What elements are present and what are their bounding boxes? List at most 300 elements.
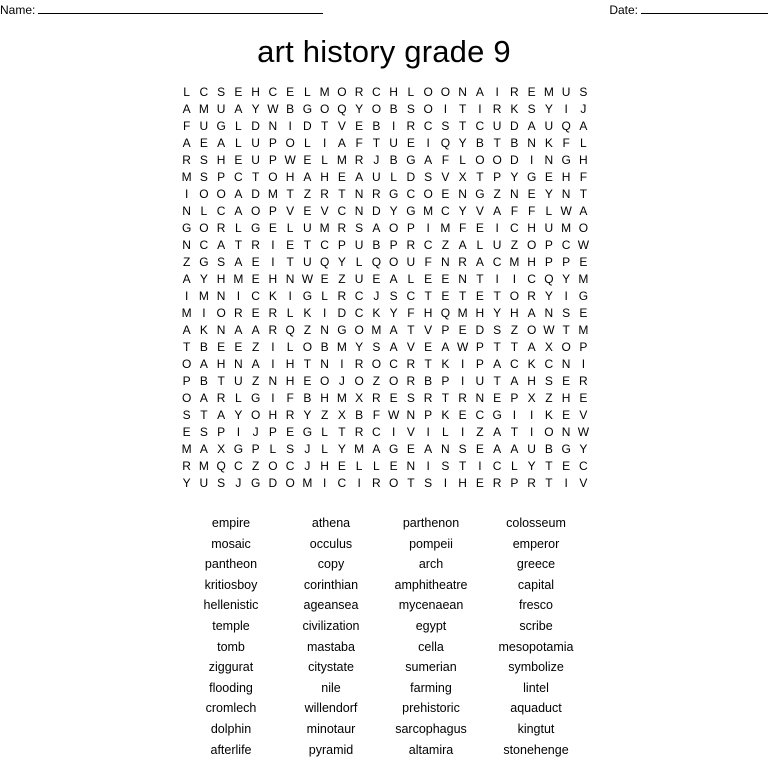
grid-letter[interactable]: E [303,153,312,167]
grid-letter[interactable]: V [286,204,295,218]
grid-letter[interactable]: L [304,85,311,99]
grid-letter[interactable]: L [235,221,242,235]
grid-letter[interactable]: I [443,102,448,116]
grid-letter[interactable]: N [216,323,226,337]
grid-letter[interactable]: M [543,85,554,99]
grid-letter[interactable]: Z [441,238,450,252]
grid-letter[interactable]: F [372,408,381,422]
grid-letter[interactable]: B [424,374,433,388]
grid-letter[interactable]: G [199,255,209,269]
grid-letter[interactable]: N [527,136,536,150]
grid-letter[interactable]: R [354,357,364,371]
grid-letter[interactable]: C [199,238,209,252]
grid-letter[interactable]: M [198,289,209,303]
grid-letter[interactable]: A [424,442,433,456]
grid-letter[interactable]: S [527,102,536,116]
grid-letter[interactable]: G [561,442,571,456]
grid-letter[interactable]: G [388,442,399,456]
grid-letter[interactable]: F [510,204,519,218]
grid-letter[interactable]: R [251,238,260,252]
grid-letter[interactable]: C [492,459,502,473]
grid-letter[interactable]: T [545,459,553,473]
grid-letter[interactable]: R [423,391,433,405]
grid-letter[interactable]: I [322,136,327,150]
grid-letter[interactable]: Y [544,187,553,201]
grid-letter[interactable]: U [544,119,554,133]
grid-letter[interactable]: U [251,136,260,150]
grid-letter[interactable]: I [391,119,396,133]
grid-letter[interactable]: S [544,374,553,388]
grid-letter[interactable]: A [441,340,450,354]
grid-letter[interactable]: D [303,119,312,133]
grid-letter[interactable]: H [579,153,588,167]
grid-letter[interactable]: O [475,153,485,167]
grid-letter[interactable]: T [338,425,346,439]
grid-letter[interactable]: F [527,204,536,218]
grid-letter[interactable]: R [234,306,243,320]
grid-letter[interactable]: O [526,323,537,337]
grid-letter[interactable]: R [320,187,329,201]
grid-letter[interactable]: S [424,476,433,490]
grid-letter[interactable]: G [475,187,485,201]
grid-letter[interactable]: T [407,476,415,490]
grid-letter[interactable]: I [288,289,292,303]
grid-letter[interactable]: X [458,170,467,184]
grid-letter[interactable]: R [337,289,347,303]
grid-letter[interactable]: J [338,374,345,388]
grid-letter[interactable]: U [372,170,381,184]
grid-letter[interactable]: W [284,153,296,167]
grid-letter[interactable]: J [580,102,587,116]
grid-letter[interactable]: O [181,391,192,405]
grid-letter[interactable]: M [267,187,278,201]
grid-letter[interactable]: A [182,323,191,337]
grid-letter[interactable]: I [460,357,465,371]
grid-letter[interactable]: T [251,170,260,184]
grid-letter[interactable]: Y [389,204,398,218]
grid-letter[interactable]: M [198,459,209,473]
grid-letter[interactable]: I [271,340,275,354]
grid-letter[interactable]: Q [337,102,347,116]
grid-letter[interactable]: C [406,187,416,201]
grid-letter[interactable]: A [199,357,208,371]
grid-letter[interactable]: M [181,442,192,456]
grid-letter[interactable]: C [216,204,226,218]
grid-letter[interactable]: I [340,357,344,371]
grid-letter[interactable]: T [320,119,329,133]
grid-letter[interactable]: N [441,442,450,456]
grid-letter[interactable]: Q [440,306,451,320]
grid-letter[interactable]: Y [303,408,312,422]
grid-letter[interactable]: H [527,221,536,235]
grid-letter[interactable]: R [492,102,502,116]
grid-letter[interactable]: Z [338,272,346,286]
grid-letter[interactable]: V [441,170,450,184]
grid-letter[interactable]: I [581,357,586,371]
grid-letter[interactable]: U [234,374,243,388]
grid-letter[interactable]: A [199,442,208,456]
grid-letter[interactable]: T [510,425,519,439]
grid-letter[interactable]: O [526,238,537,252]
grid-letter[interactable]: W [301,272,314,286]
grid-letter[interactable]: S [406,391,415,405]
grid-letter[interactable]: S [217,476,226,490]
grid-letter[interactable]: H [268,408,278,422]
grid-letter[interactable]: C [423,238,433,252]
grid-letter[interactable]: S [217,255,226,269]
grid-letter[interactable]: Z [251,459,260,473]
grid-letter[interactable]: P [475,357,484,371]
grid-letter[interactable]: P [424,408,433,422]
grid-letter[interactable]: T [458,289,467,303]
grid-letter[interactable]: F [562,136,570,150]
grid-letter[interactable]: C [423,119,433,133]
grid-letter[interactable]: C [354,306,364,320]
grid-letter[interactable]: E [286,425,295,439]
grid-letter[interactable]: K [510,102,519,116]
grid-letter[interactable]: A [182,136,191,150]
grid-letter[interactable]: M [371,323,382,337]
grid-letter[interactable]: R [216,221,226,235]
grid-letter[interactable]: M [233,272,244,286]
grid-letter[interactable]: E [562,374,571,388]
grid-letter[interactable]: T [441,391,450,405]
grid-letter[interactable]: U [199,119,209,133]
grid-letter[interactable]: Q [285,323,295,337]
grid-letter[interactable]: V [320,204,329,218]
grid-letter[interactable]: N [234,357,243,371]
grid-letter[interactable]: I [271,255,275,269]
grid-letter[interactable]: Y [251,102,260,116]
grid-letter[interactable]: P [217,425,226,439]
grid-letter[interactable]: A [510,374,519,388]
grid-letter[interactable]: X [355,391,364,405]
grid-letter[interactable]: Y [337,255,346,269]
grid-letter[interactable]: R [579,374,588,388]
grid-letter[interactable]: U [199,476,209,490]
grid-letter[interactable]: E [355,119,364,133]
grid-letter[interactable]: W [543,323,555,337]
grid-letter[interactable]: E [337,170,346,184]
grid-letter[interactable]: L [407,272,415,286]
grid-letter[interactable]: T [493,289,501,303]
grid-letter[interactable]: I [512,272,517,286]
grid-letter[interactable]: R [182,459,191,473]
grid-letter[interactable]: O [216,306,226,320]
grid-letter[interactable]: C [510,221,519,235]
grid-letter[interactable]: D [251,119,260,133]
grid-letter[interactable]: S [199,170,208,184]
grid-letter[interactable]: E [303,204,312,218]
grid-letter[interactable]: V [337,119,346,133]
grid-letter[interactable]: L [286,340,294,354]
grid-letter[interactable]: A [182,272,191,286]
grid-letter[interactable]: O [354,323,364,337]
grid-letter[interactable]: Q [544,272,554,286]
grid-letter[interactable]: Z [182,255,191,269]
grid-letter[interactable]: Z [251,340,260,354]
grid-letter[interactable]: N [561,357,571,371]
grid-letter[interactable]: K [199,323,208,337]
grid-letter[interactable]: C [337,204,347,218]
grid-letter[interactable]: Y [493,306,502,320]
grid-letter[interactable]: M [354,442,365,456]
grid-letter[interactable]: L [235,119,242,133]
grid-letter[interactable]: I [495,221,499,235]
grid-letter[interactable]: K [268,289,277,303]
grid-letter[interactable]: E [475,476,484,490]
grid-letter[interactable]: D [510,119,519,133]
grid-letter[interactable]: V [406,340,415,354]
grid-letter[interactable]: Y [199,272,208,286]
grid-letter[interactable]: O [578,221,589,235]
grid-letter[interactable]: L [321,442,328,456]
grid-letter[interactable]: L [407,85,415,99]
grid-letter[interactable]: C [372,425,381,439]
grid-letter[interactable]: I [478,459,482,473]
grid-letter[interactable]: H [320,170,329,184]
grid-letter[interactable]: Z [320,408,329,422]
grid-letter[interactable]: V [579,408,588,422]
grid-letter[interactable]: B [199,374,208,388]
grid-letter[interactable]: L [476,238,484,252]
grid-letter[interactable]: P [441,323,450,337]
grid-letter[interactable]: G [561,153,571,167]
grid-letter[interactable]: N [475,391,485,405]
grid-letter[interactable]: L [545,204,553,218]
grid-letter[interactable]: S [355,221,364,235]
grid-letter[interactable]: Q [440,136,451,150]
grid-letter[interactable]: B [510,136,519,150]
grid-letter[interactable]: E [424,340,433,354]
grid-letter[interactable]: E [286,238,295,252]
grid-letter[interactable]: T [545,476,553,490]
grid-letter[interactable]: H [285,357,295,371]
grid-letter[interactable]: B [320,340,329,354]
grid-letter[interactable]: C [337,476,347,490]
grid-letter[interactable]: G [181,221,192,235]
grid-letter[interactable]: E [441,187,450,201]
grid-letter[interactable]: X [217,442,226,456]
grid-letter[interactable]: H [561,391,571,405]
grid-letter[interactable]: T [493,136,501,150]
grid-letter[interactable]: N [320,357,329,371]
grid-letter[interactable]: A [372,442,381,456]
grid-letter[interactable]: M [457,306,468,320]
grid-letter[interactable]: S [199,425,208,439]
grid-letter[interactable]: K [372,306,381,320]
grid-letter[interactable]: A [527,340,536,354]
grid-letter[interactable]: U [216,102,226,116]
grid-letter[interactable]: C [441,204,450,218]
grid-letter[interactable]: H [423,306,433,320]
grid-letter[interactable]: E [251,255,260,269]
grid-letter[interactable]: O [216,187,226,201]
grid-letter[interactable]: P [510,391,519,405]
grid-letter[interactable]: B [303,391,312,405]
grid-letter[interactable]: C [544,357,554,371]
grid-letter[interactable]: T [338,187,346,201]
grid-letter[interactable]: X [527,391,536,405]
grid-letter[interactable]: A [217,136,226,150]
grid-letter[interactable]: N [182,204,191,218]
grid-letter[interactable]: I [236,425,241,439]
grid-letter[interactable]: N [320,323,329,337]
grid-letter[interactable]: O [268,459,278,473]
grid-letter[interactable]: V [475,204,484,218]
grid-letter[interactable]: Z [510,323,519,337]
grid-letter[interactable]: C [475,119,485,133]
grid-letter[interactable]: H [268,272,278,286]
grid-letter[interactable]: V [424,323,433,337]
grid-letter[interactable]: A [372,221,381,235]
grid-letter[interactable]: V [406,425,415,439]
grid-letter[interactable]: I [564,102,568,116]
grid-letter[interactable]: E [234,340,243,354]
grid-letter[interactable]: E [337,459,346,473]
grid-letter[interactable]: P [510,476,519,490]
grid-letter[interactable]: R [372,476,381,490]
grid-letter[interactable]: E [562,408,571,422]
grid-letter[interactable]: S [579,85,588,99]
grid-letter[interactable]: T [424,357,432,371]
grid-letter[interactable]: I [443,476,448,490]
grid-letter[interactable]: A [234,255,243,269]
grid-letter[interactable]: I [564,289,568,303]
grid-letter[interactable]: L [355,255,363,269]
grid-letter[interactable]: T [407,323,415,337]
grid-letter[interactable]: Y [527,459,536,473]
grid-letter[interactable]: Y [458,204,467,218]
grid-letter[interactable]: P [337,238,346,252]
grid-letter[interactable]: K [441,408,450,422]
grid-letter[interactable]: A [199,391,208,405]
grid-letter[interactable]: S [562,306,571,320]
grid-letter[interactable]: Z [251,374,260,388]
grid-letter[interactable]: Y [579,442,588,456]
grid-letter[interactable]: B [372,238,381,252]
grid-letter[interactable]: O [509,289,520,303]
grid-letter[interactable]: E [389,391,398,405]
grid-letter[interactable]: M [302,476,313,490]
grid-letter[interactable]: R [337,221,347,235]
grid-letter[interactable]: J [373,153,380,167]
grid-letter[interactable]: J [373,289,380,303]
grid-letter[interactable]: E [544,170,553,184]
grid-letter[interactable]: I [529,425,534,439]
grid-letter[interactable]: R [406,119,416,133]
grid-letter[interactable]: E [579,306,588,320]
grid-letter[interactable]: D [510,153,519,167]
grid-letter[interactable]: D [268,476,278,490]
grid-letter[interactable]: E [475,442,484,456]
grid-letter[interactable]: Z [493,187,501,201]
grid-letter[interactable]: R [354,85,364,99]
grid-letter[interactable]: C [251,289,260,303]
grid-letter[interactable]: L [183,85,190,99]
grid-letter[interactable]: E [441,272,450,286]
grid-letter[interactable]: H [320,391,329,405]
grid-letter[interactable]: H [216,272,226,286]
grid-letter[interactable]: Y [544,102,553,116]
grid-letter[interactable]: T [182,340,191,354]
grid-letter[interactable]: L [321,425,328,439]
grid-letter[interactable]: C [372,85,381,99]
grid-letter[interactable]: Q [561,119,571,133]
grid-letter[interactable]: R [406,374,416,388]
grid-letter[interactable]: E [475,221,484,235]
grid-letter[interactable]: E [562,459,571,473]
grid-letter[interactable]: T [286,255,294,269]
grid-letter[interactable]: M [423,204,434,218]
grid-letter[interactable]: H [510,306,519,320]
grid-letter[interactable]: Z [303,187,312,201]
grid-letter[interactable]: L [390,170,397,184]
grid-letter[interactable]: P [544,255,553,269]
grid-letter[interactable]: O [544,425,554,439]
grid-letter[interactable]: E [217,340,226,354]
grid-letter[interactable]: P [493,170,502,184]
grid-letter[interactable]: O [285,136,295,150]
grid-letter[interactable]: E [527,187,536,201]
grid-letter[interactable]: L [373,459,380,473]
grid-letter[interactable]: N [285,272,295,286]
grid-letter[interactable]: A [389,272,398,286]
grid-letter[interactable]: I [495,85,499,99]
grid-letter[interactable]: Y [562,272,571,286]
grid-letter[interactable]: U [354,272,364,286]
grid-letter[interactable]: Q [216,459,226,473]
grid-letter[interactable]: Z [372,374,381,388]
grid-letter[interactable]: N [458,187,467,201]
grid-letter[interactable]: Y [458,136,467,150]
grid-letter[interactable]: C [234,459,243,473]
grid-letter[interactable]: J [235,476,242,490]
grid-letter[interactable]: L [286,306,294,320]
grid-letter[interactable]: H [561,170,571,184]
grid-letter[interactable]: I [426,425,430,439]
grid-letter[interactable]: Y [510,170,519,184]
grid-letter[interactable]: E [475,289,484,303]
grid-letter[interactable]: E [579,255,588,269]
grid-letter[interactable]: E [493,391,502,405]
grid-letter[interactable]: F [407,306,415,320]
grid-letter[interactable]: O [199,221,209,235]
grid-letter[interactable]: F [579,170,588,184]
grid-letter[interactable]: F [182,119,191,133]
grid-letter[interactable]: G [406,153,416,167]
name-blank-line[interactable] [38,2,323,14]
grid-letter[interactable]: S [372,340,381,354]
grid-letter[interactable]: A [234,204,243,218]
grid-letter[interactable]: D [372,204,381,218]
grid-letter[interactable]: U [406,255,416,269]
grid-letter[interactable]: L [269,442,277,456]
grid-letter[interactable]: E [234,85,243,99]
grid-letter[interactable]: H [527,255,536,269]
grid-letter[interactable]: K [303,306,312,320]
grid-letter[interactable]: B [355,408,364,422]
grid-letter[interactable]: I [271,391,275,405]
grid-letter[interactable]: N [406,408,416,422]
grid-letter[interactable]: H [320,459,329,473]
grid-letter[interactable]: O [388,476,399,490]
grid-letter[interactable]: I [426,221,430,235]
grid-letter[interactable]: D [337,306,347,320]
grid-letter[interactable]: G [302,289,313,303]
grid-letter[interactable]: L [442,425,449,439]
grid-letter[interactable]: B [389,153,398,167]
